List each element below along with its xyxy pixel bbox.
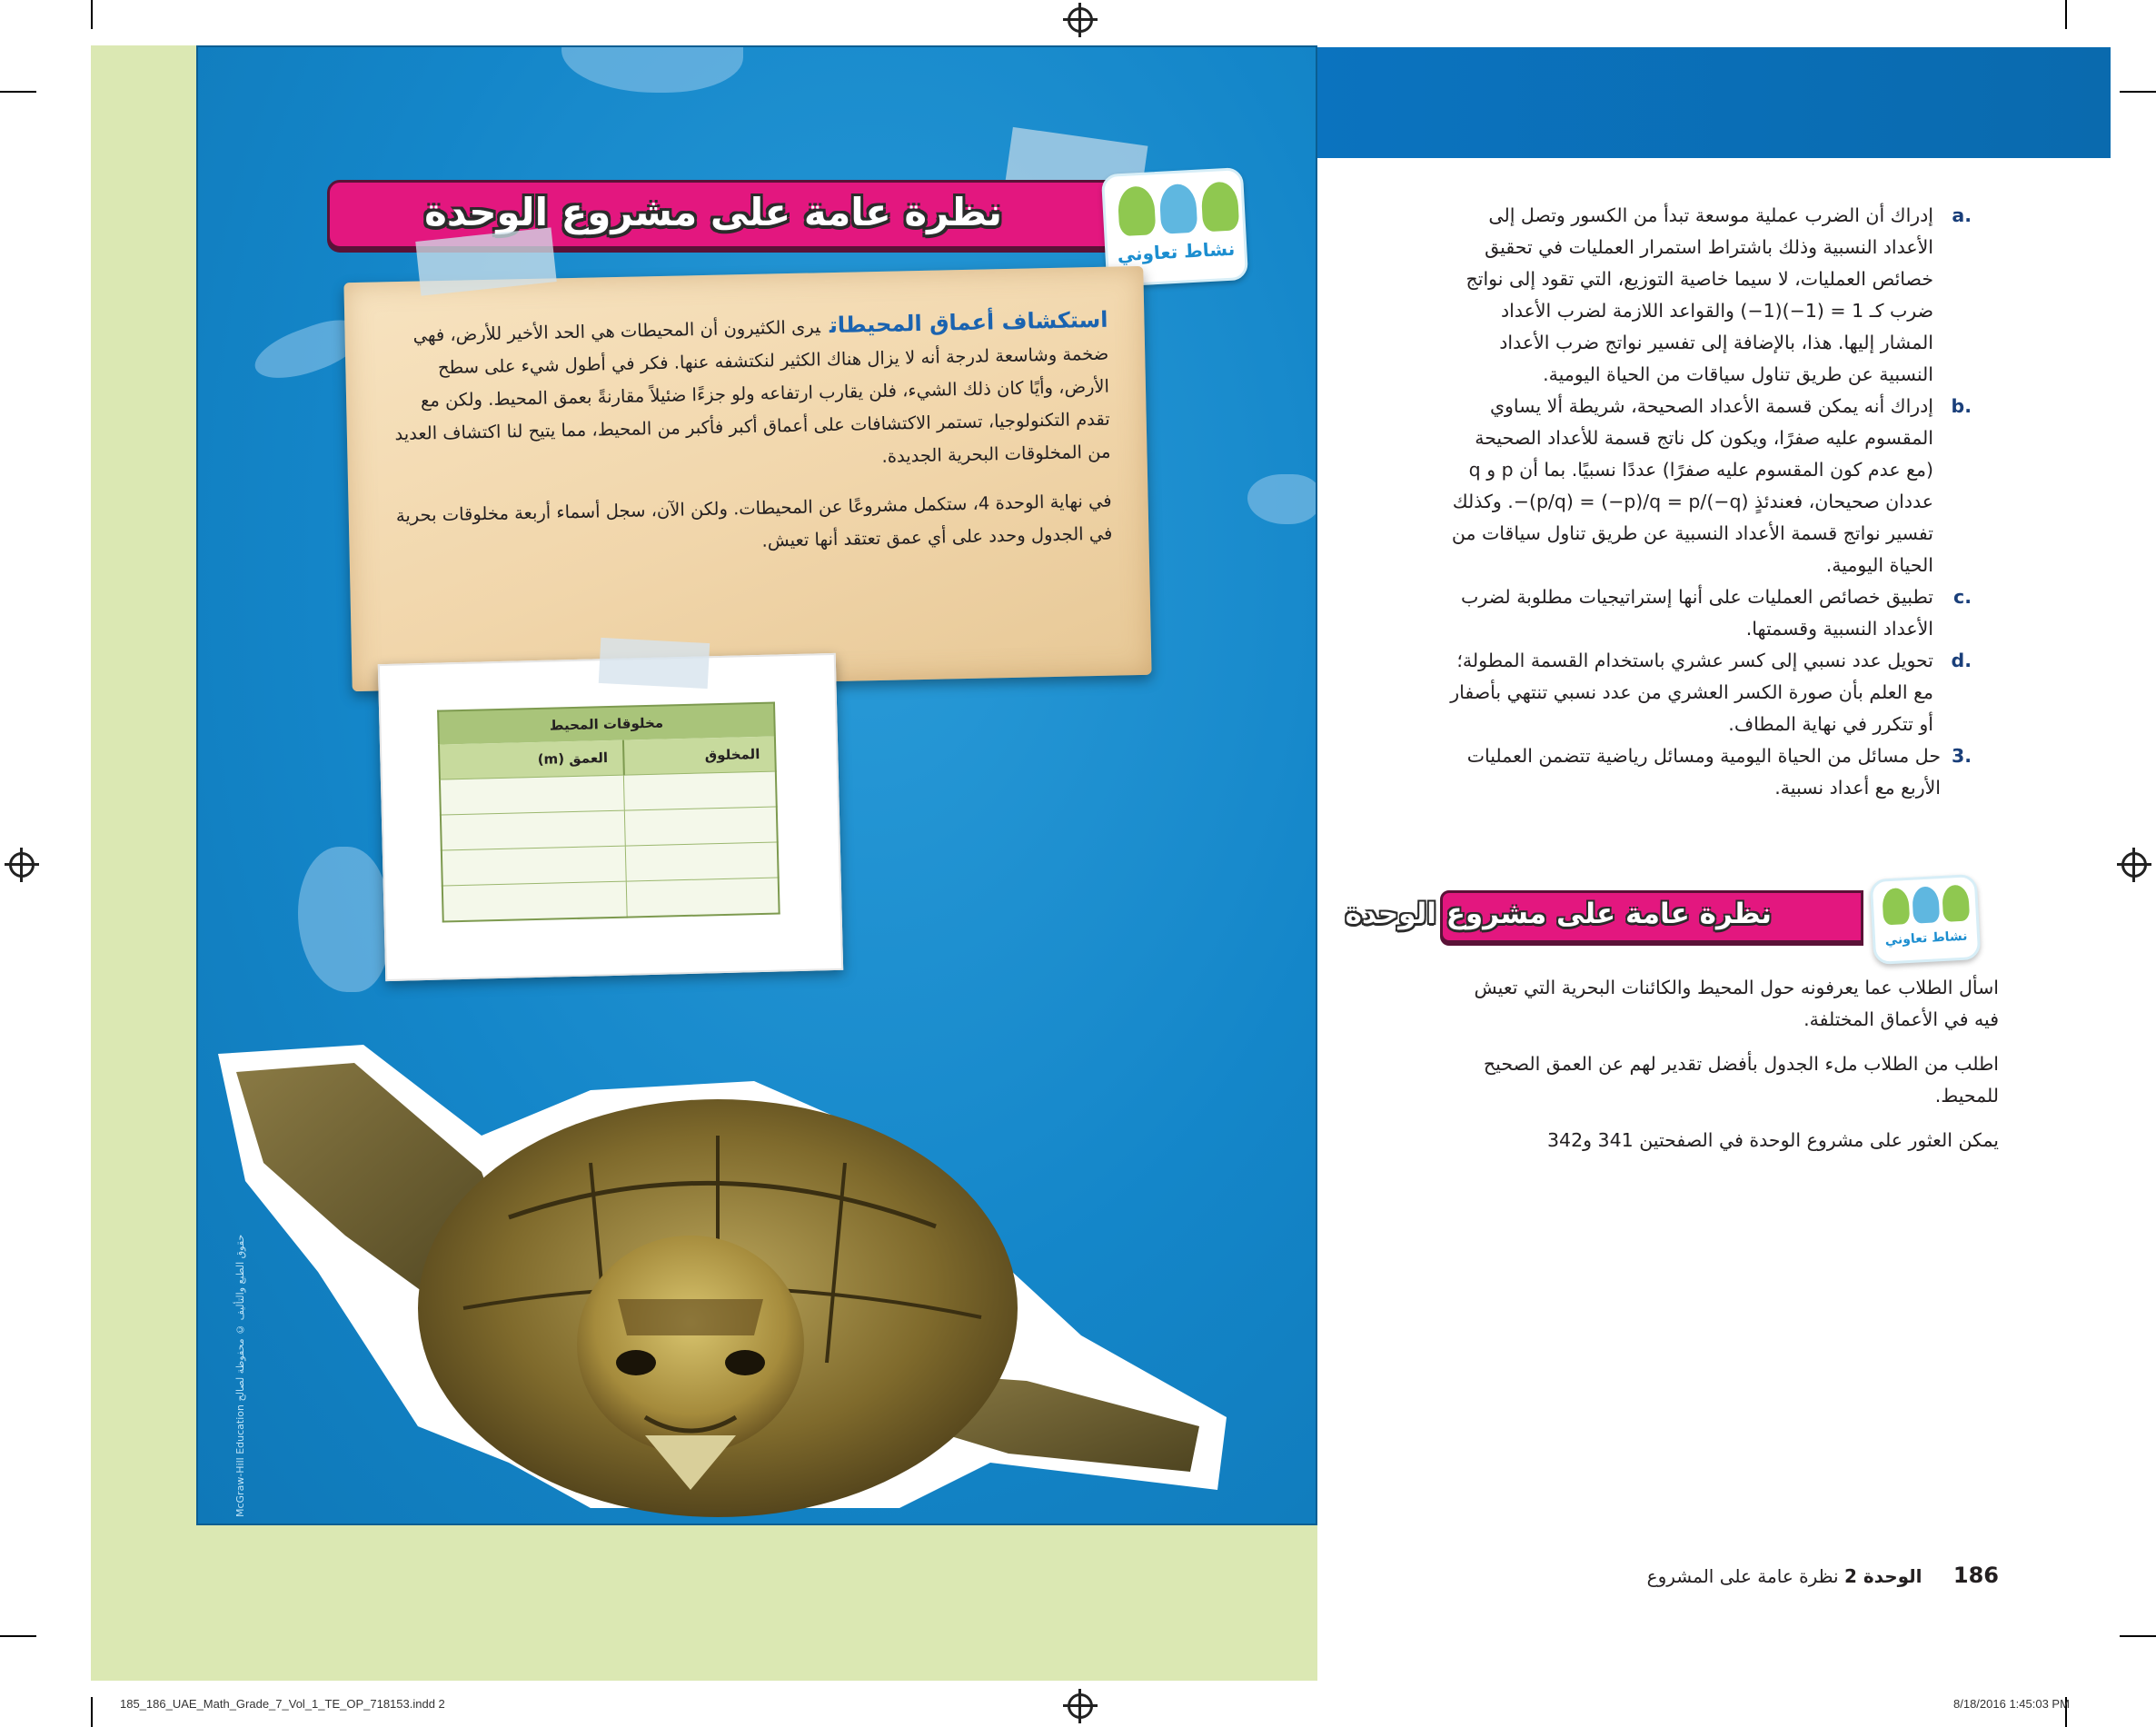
fish-silhouette bbox=[561, 45, 743, 93]
banner-title: نظرة عامة على مشروع الوحدة bbox=[424, 190, 1002, 234]
objective-text: إدراك أنه يمكن قسمة الأعداد الصحيحة، شريطة ألا يساوي المقسوم عليه صفرًا، ويكون كل ناتج قسمة للأعداد الصحيحة (مع عدم كون المقسوم عليه صفرًا) عددًا نسبيًا. بما أن p و q عددان صحيحان، فعندئذٍ ‎−(p/q) = (−p)/q = p/(−q)‎. وكذلك تفسير نواتج قسمة الأعداد النسبية عن طريق تناول سياقات من الحياة اليومية. bbox=[1451, 395, 1933, 576]
objective-number: 3. bbox=[1951, 745, 1972, 767]
objective-letter: c. bbox=[1953, 586, 1972, 608]
table-header-depth: العمق (m) bbox=[439, 740, 624, 779]
objective-item bbox=[1445, 200, 1972, 391]
fish-silhouette bbox=[1247, 474, 1317, 524]
objective-item bbox=[1445, 740, 1972, 804]
teacher-note: يمكن العثور على مشروع الوحدة في الصفحتين 341 و342 bbox=[1546, 1129, 1999, 1151]
turtle-head bbox=[577, 1236, 804, 1454]
crop-mark bbox=[91, 1697, 93, 1727]
teacher-note: اطلب من الطلاب ملء الجدول بأفضل تقدير لهم عن العمق الصحيح للمحيط. bbox=[1483, 1053, 1999, 1107]
page-footer bbox=[1635, 1563, 1999, 1588]
crop-mark bbox=[2120, 91, 2156, 93]
table-cell[interactable] bbox=[625, 842, 778, 881]
fish-silhouette bbox=[298, 847, 389, 992]
footer-title: نظرة عامة على المشروع bbox=[1646, 1565, 1839, 1587]
ocean-creatures-table bbox=[437, 702, 780, 923]
objective-letter: d. bbox=[1951, 650, 1972, 671]
table-row bbox=[442, 878, 780, 922]
teacher-notes bbox=[1445, 972, 1999, 1169]
slug-timestamp: 8/18/2016 1:45:03 PM bbox=[1953, 1697, 2070, 1711]
paper-heading: استكشاف أعماق المحيطات bbox=[829, 306, 1108, 339]
photo-credit: McGraw-Hill Education حقوق الطبع والتأليف © محفوظة لصالح bbox=[234, 1234, 246, 1517]
learning-objectives bbox=[1445, 200, 1972, 804]
small-project-banner bbox=[1345, 890, 1863, 943]
table-cell[interactable] bbox=[440, 775, 625, 815]
small-banner-title: نظرة عامة على مشروع الوحدة bbox=[1345, 898, 1772, 930]
registration-mark bbox=[9, 852, 35, 878]
registration-mark bbox=[1068, 1693, 1093, 1719]
crop-mark bbox=[0, 91, 36, 93]
small-badge-label: نشاط تعاوني bbox=[1884, 928, 1968, 948]
objective-item bbox=[1445, 581, 1972, 645]
table-header-creature: المخلوق bbox=[623, 737, 776, 776]
objective-item bbox=[1445, 645, 1972, 740]
table-cell[interactable] bbox=[624, 771, 777, 810]
badge-label: نشاط تعاوني bbox=[1117, 237, 1236, 266]
people-icon bbox=[1882, 884, 1970, 925]
registration-mark bbox=[2121, 852, 2147, 878]
objective-letter: a. bbox=[1952, 204, 1972, 226]
crop-mark bbox=[2065, 0, 2067, 29]
paper-paragraph-1-text: يرى الكثيرون أن المحيطات هي الحد الأخير للأرض، فهي ضخمة وشاسعة لدرجة أنه لا يزال هناك الكثير لنكتشفه عنها. فكر في أطول شيء على سطح الأرض، وأيًا كان ذلك الشيء، فلن يقارب ارتفاعه ولو جزءًا ضئيلاً مقارنةً بعمق المحيط. ولكن مع تقدم التكنولوجيا، تستمر الاكتشافات على أعماق أكبر فأكبر من المحيط، مما يتيح لنا اكتشاف العديد من المخلوقات البحرية الجديدة. bbox=[394, 316, 1111, 467]
parchment-card bbox=[343, 266, 1151, 691]
paper-paragraph-1 bbox=[381, 303, 1111, 484]
objective-text: حل مسائل من الحياة اليومية ومسائل رياضية تتضمن العمليات الأربع مع أعداد نسبية. bbox=[1466, 745, 1941, 799]
people-icon bbox=[1118, 181, 1240, 236]
crop-mark bbox=[91, 0, 93, 29]
parchment-text bbox=[381, 303, 1113, 566]
table-note-card bbox=[378, 653, 843, 981]
header-band bbox=[1317, 47, 2111, 158]
tape-strip bbox=[599, 638, 710, 689]
table-cell[interactable] bbox=[441, 810, 626, 850]
turtle-eye bbox=[725, 1350, 765, 1375]
page-number: 186 bbox=[1952, 1563, 1999, 1588]
crop-mark bbox=[0, 1635, 36, 1637]
objective-text: تطبيق خصائص العمليات على أنها إستراتيجيات مطلوبة لضرب الأعداد النسبية وقسمتها. bbox=[1461, 586, 1933, 640]
objective-item bbox=[1445, 391, 1972, 581]
turtle-eye bbox=[616, 1350, 656, 1375]
small-collaborative-badge bbox=[1870, 874, 1982, 965]
table-cell[interactable] bbox=[442, 881, 628, 921]
crop-mark bbox=[2120, 1635, 2156, 1637]
paper-paragraph-2: في نهاية الوحدة 4، ستكمل مشروعًا عن المحيطات. ولكن الآن، سجل أسماء أربعة مخلوقات بحرية في الجدول وحدد على أي عمق تعتقد أنها تعيش. bbox=[395, 490, 1113, 551]
objective-text: إدراك أن الضرب عملية موسعة تبدأ من الكسور وتصل إلى الأعداد النسبية وذلك باشتراط استمرار العمليات في تحقيق خصائص العمليات، لا سيما خاصية التوزيع، التي تقود إلى نواتج ضرب كـ 1 = (1−)(1−) والقواعد اللازمة لضرب الأعداد المشار إليها. هذا، بالإضافة إلى تفسير نواتج ضرب الأعداد النسبية عن طريق تناول سياقات من الحياة اليومية. bbox=[1465, 204, 1933, 385]
sea-turtle-image bbox=[209, 1036, 1236, 1517]
table-cell[interactable] bbox=[442, 846, 627, 886]
objective-letter: b. bbox=[1951, 395, 1972, 417]
table-cell[interactable] bbox=[625, 807, 778, 846]
teacher-note: اسأل الطلاب عما يعرفونه حول المحيط والكائنات البحرية التي تعيش فيه في الأعماق المختلفة. bbox=[1474, 977, 1999, 1030]
unit-label: الوحدة 2 bbox=[1843, 1565, 1923, 1587]
table-title: مخلوقات المحيط bbox=[438, 703, 775, 745]
registration-mark bbox=[1068, 7, 1093, 33]
table-cell[interactable] bbox=[626, 878, 779, 918]
objective-text: تحويل عدد نسبي إلى كسر عشري باستخدام القسمة المطولة؛ مع العلم بأن صورة الكسر العشري من عدد نسبي تنتهي بأصفار أو تتكرر في نهاية المطاف. bbox=[1450, 650, 1933, 735]
slug-filename: 185_186_UAE_Math_Grade_7_Vol_1_TE_OP_718153.indd 2 bbox=[120, 1697, 445, 1711]
